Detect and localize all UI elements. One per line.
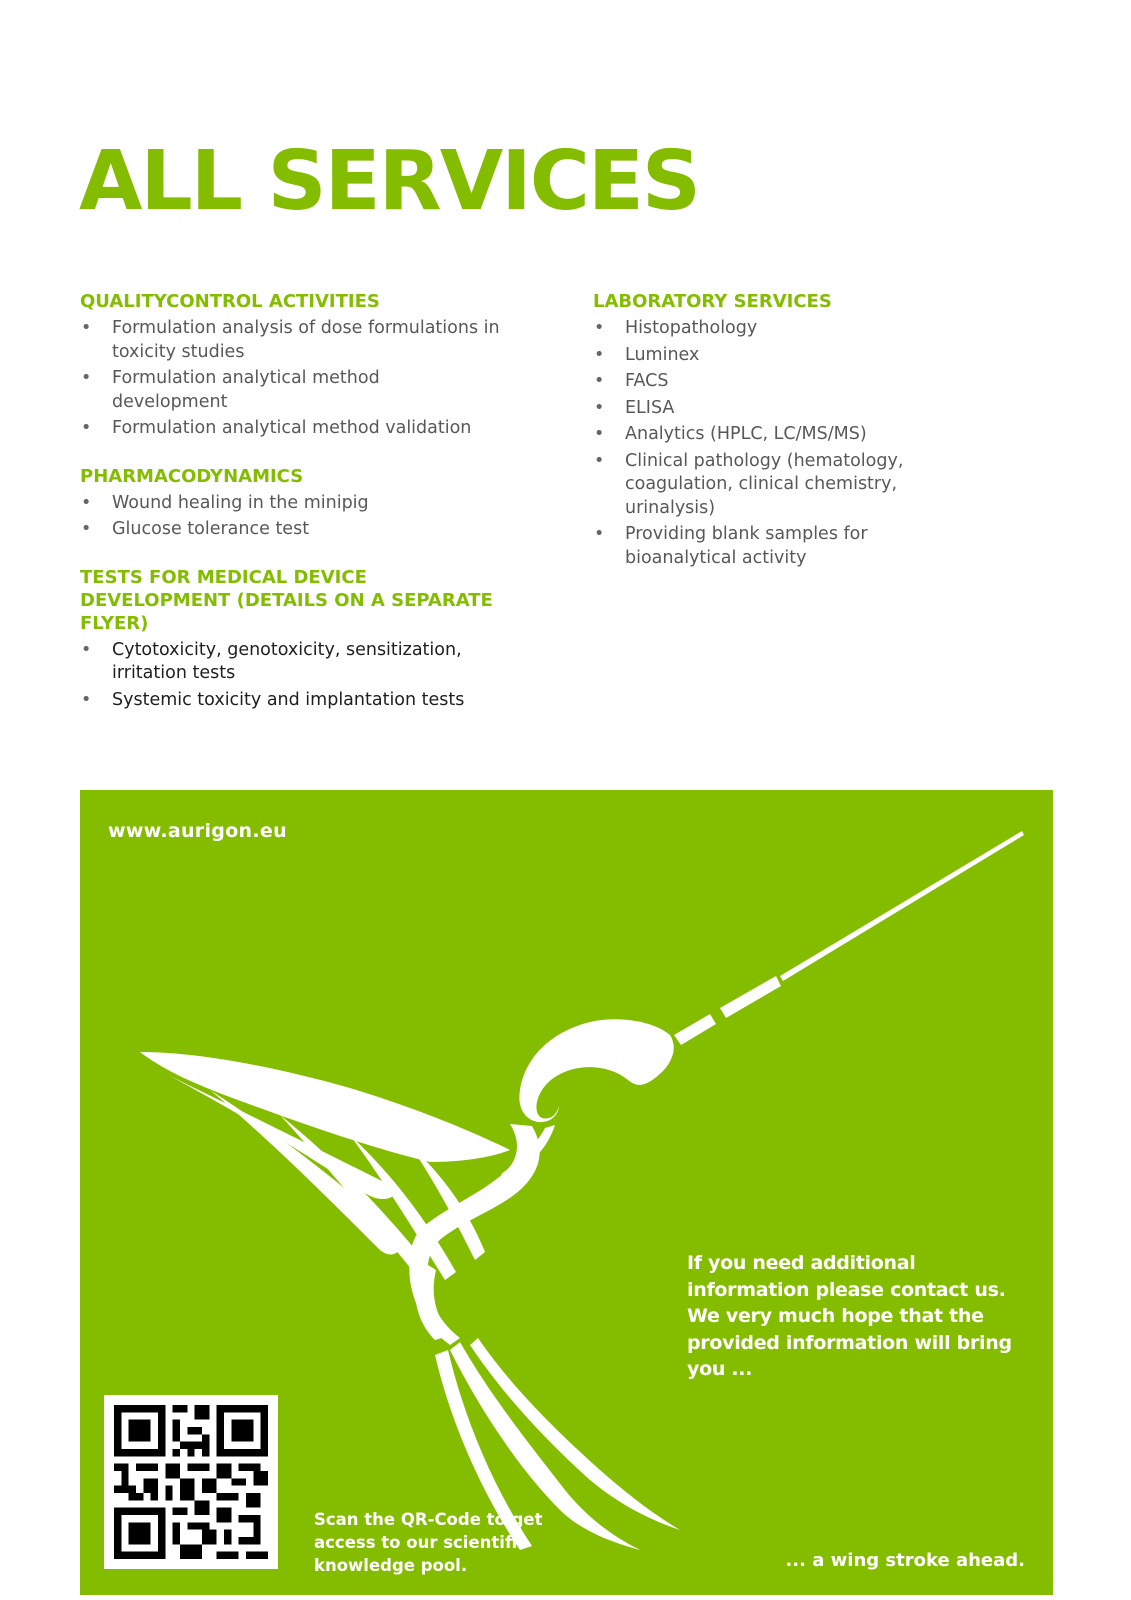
- section-medical-device-tests: [80, 566, 500, 713]
- section-heading: TESTS FOR MEDICAL DEVICE DEVELOPMENT (DETAILS ON A SEPARATE FLYER): [80, 566, 493, 634]
- bullet-icon: •: [594, 450, 605, 471]
- bullet-icon: •: [594, 318, 605, 338]
- list-item: [80, 639, 500, 686]
- list-item-text: Wound healing in the minipig: [112, 492, 369, 513]
- list-item: [80, 518, 500, 542]
- list-item-text: Formulation analytical method development: [112, 368, 380, 412]
- section-heading: PHARMACODYNAMICS: [80, 465, 304, 487]
- list-item-text: Providing blank samples for bioanalytical activity: [625, 524, 868, 568]
- list-item-text: Formulation analytical method validation: [112, 418, 472, 438]
- qr-code-icon: [114, 1405, 268, 1559]
- bullet-list: [80, 639, 500, 713]
- list-item-text: Glucose tolerance test: [112, 519, 310, 539]
- contact-text: If you need additional information please contact us. We very much hope that the provided information will bring you ...: [687, 1252, 1012, 1380]
- list-item: [80, 689, 500, 713]
- website-link[interactable]: www.aurigon.eu: [108, 820, 287, 842]
- bullet-list: [80, 492, 500, 542]
- bullet-icon: •: [81, 418, 92, 438]
- list-item: [593, 317, 973, 341]
- list-item: [593, 523, 973, 570]
- left-column: [80, 290, 500, 736]
- bullet-icon: •: [594, 524, 605, 544]
- bullet-icon: •: [594, 397, 605, 418]
- list-item-text: Systemic toxicity and implantation tests: [112, 689, 465, 710]
- section-heading: LABORATORY SERVICES: [593, 291, 832, 312]
- qr-code[interactable]: [104, 1395, 278, 1569]
- qr-caption: Scan the QR-Code to get access to our scientific knowledge pool.: [314, 1510, 543, 1575]
- bullet-icon: •: [81, 318, 92, 338]
- list-item-text: Cytotoxicity, genotoxicity, sensitization, irritation tests: [112, 639, 462, 683]
- bullet-list: [80, 317, 500, 441]
- list-item-text: Analytics (HPLC, LC/MS/MS): [625, 424, 867, 444]
- list-item-text: ELISA: [625, 397, 675, 418]
- list-item-text: Luminex: [625, 344, 700, 365]
- contact-panel: [80, 790, 1053, 1595]
- list-item: [80, 492, 500, 516]
- bullet-icon: •: [81, 639, 92, 660]
- list-item: [593, 450, 973, 521]
- list-item: [80, 367, 500, 414]
- list-item: [593, 423, 973, 447]
- bullet-icon: •: [594, 424, 605, 444]
- list-item-text: FACS: [625, 371, 669, 391]
- right-column: [593, 290, 973, 594]
- section-heading: QUALITYCONTROL ACTIVITIES: [80, 291, 380, 312]
- bullet-icon: •: [594, 344, 605, 365]
- section-quality-control: [80, 290, 500, 441]
- bullet-icon: •: [81, 519, 92, 539]
- list-item: [593, 397, 973, 421]
- list-item: [593, 344, 973, 368]
- bullet-icon: •: [594, 371, 605, 391]
- tagline: ... a wing stroke ahead.: [785, 1550, 1025, 1571]
- list-item: [80, 317, 500, 364]
- list-item-text: Clinical pathology (hematology, coagulation, clinical chemistry, urinalysis): [625, 450, 904, 518]
- list-item: [80, 417, 500, 441]
- bullet-icon: •: [81, 689, 92, 710]
- bullet-icon: •: [81, 492, 92, 513]
- bullet-list: [593, 317, 973, 570]
- list-item: [593, 370, 973, 394]
- bullet-icon: •: [81, 368, 92, 388]
- section-laboratory-services: [593, 290, 973, 570]
- page-title: ALL SERVICES: [79, 134, 699, 229]
- list-item-text: Histopathology: [625, 318, 758, 338]
- list-item-text: Formulation analysis of dose formulations in toxicity studies: [112, 318, 500, 362]
- section-pharmacodynamics: [80, 465, 500, 542]
